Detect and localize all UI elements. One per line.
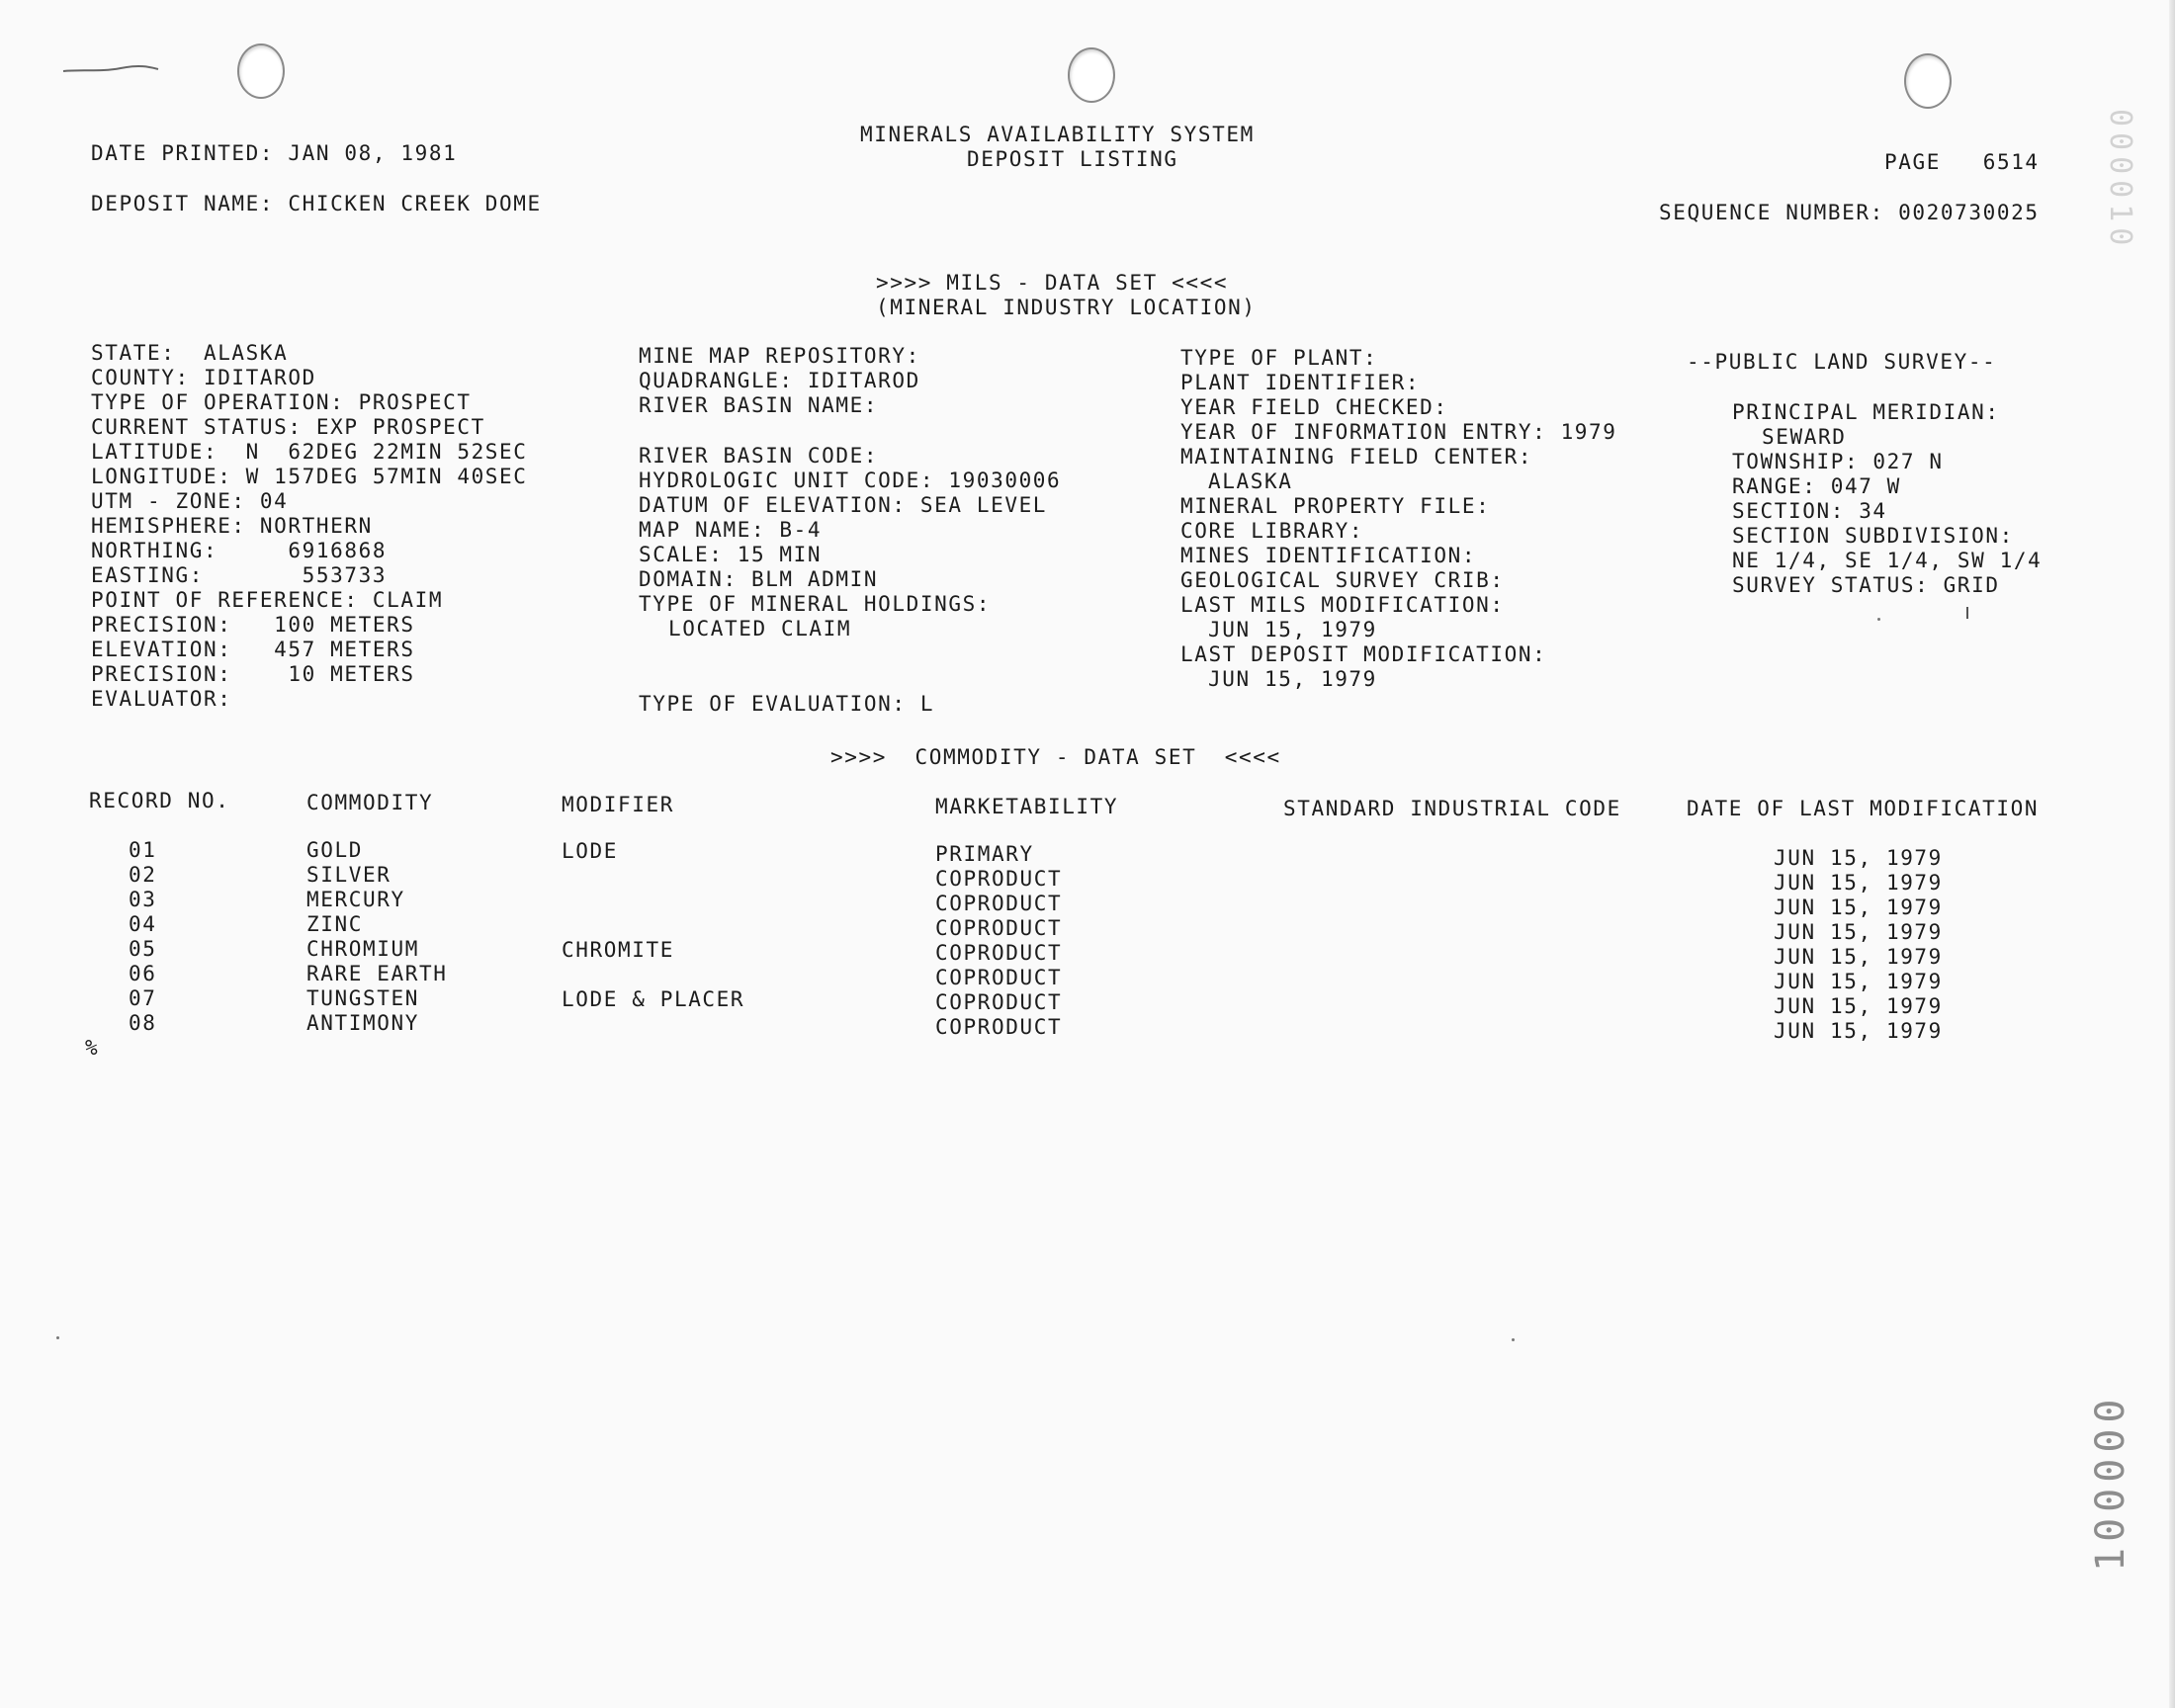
field-river-basin-code: RIVER BASIN CODE: — [639, 444, 879, 468]
modifier-cell: CHROMITE — [562, 938, 674, 962]
marketability-cell: COPRODUCT — [935, 1015, 1063, 1039]
side-stamp-number: 100000 — [2088, 1393, 2133, 1572]
date-cell: JUN 15, 1979 — [1774, 871, 1943, 895]
marketability-cell: PRIMARY — [935, 842, 1034, 866]
field-state: STATE: ALASKA — [91, 341, 289, 365]
field-quadrangle: QUADRANGLE: IDITAROD — [639, 369, 920, 392]
field-type-of-mineral-holdings: TYPE OF MINERAL HOLDINGS: — [639, 592, 992, 616]
punch-hole-right — [1904, 53, 1952, 109]
field-datum-of-elevation: DATUM OF ELEVATION: SEA LEVEL — [639, 493, 1048, 517]
field-elevation: ELEVATION: 457 METERS — [91, 638, 415, 661]
public-land-survey-title: --PUBLIC LAND SURVEY-- — [1687, 350, 1997, 374]
field-year-of-information-entry: YEAR OF INFORMATION ENTRY: 1979 — [1180, 420, 1617, 444]
field-longitude: LONGITUDE: W 157DEG 57MIN 40SEC — [91, 465, 528, 488]
date-cell: JUN 15, 1979 — [1774, 1019, 1943, 1043]
side-stamp-faint: 000010 — [2103, 109, 2137, 252]
field-mines-identification: MINES IDENTIFICATION: — [1180, 544, 1477, 567]
field-principal-meridian: PRINCIPAL MERIDIAN: — [1732, 400, 2000, 424]
field-core-library: CORE LIBRARY: — [1180, 519, 1364, 543]
marketability-cell: COPRODUCT — [935, 892, 1063, 915]
field-county: COUNTY: IDITAROD — [91, 366, 316, 389]
field-northing: NORTHING: 6916868 — [91, 539, 388, 562]
system-title: MINERALS AVAILABILITY SYSTEM — [860, 123, 1255, 146]
field-elevation-precision: PRECISION: 10 METERS — [91, 662, 415, 686]
field-river-basin-name: RIVER BASIN NAME: — [639, 393, 879, 417]
date-cell: JUN 15, 1979 — [1774, 846, 1943, 870]
field-section-subdivision: SECTION SUBDIVISION: — [1732, 524, 2014, 548]
column-header-commodity: COMMODITY — [306, 791, 434, 814]
field-hydrologic-unit-code: HYDROLOGIC UNIT CODE: 19030006 — [639, 469, 1062, 492]
field-map-name: MAP NAME: B-4 — [639, 518, 823, 542]
column-header-marketability: MARKETABILITY — [935, 795, 1119, 818]
date-cell: JUN 15, 1979 — [1774, 896, 1943, 919]
column-header-modifier: MODIFIER — [562, 793, 674, 816]
commodity-cell: ANTIMONY — [306, 1011, 419, 1035]
field-type-of-plant: TYPE OF PLANT: — [1180, 346, 1378, 370]
commodity-title: >>>> COMMODITY - DATA SET <<<< — [830, 745, 1281, 769]
page-number: PAGE 6514 — [1884, 150, 2040, 174]
field-hemisphere: HEMISPHERE: NORTHERN — [91, 514, 373, 538]
record-no-cell: 03 — [129, 888, 157, 911]
date-cell: JUN 15, 1979 — [1774, 970, 1943, 993]
field-plant-identifier: PLANT IDENTIFIER: — [1180, 371, 1421, 394]
date-printed: DATE PRINTED: JAN 08, 1981 — [91, 141, 458, 165]
stray-dot — [1512, 1338, 1515, 1341]
date-cell: JUN 15, 1979 — [1774, 920, 1943, 944]
commodity-cell: MERCURY — [306, 888, 405, 911]
field-subdivision-value: NE 1/4, SE 1/4, SW 1/4 — [1732, 549, 2043, 572]
date-cell: JUN 15, 1979 — [1774, 994, 1943, 1018]
record-no-cell: 02 — [129, 863, 157, 887]
field-precision: PRECISION: 100 METERS — [91, 613, 415, 637]
field-year-field-checked: YEAR FIELD CHECKED: — [1180, 395, 1448, 419]
field-section: SECTION: 34 — [1732, 499, 1887, 523]
field-type-of-evaluation: TYPE OF EVALUATION: L — [639, 692, 935, 716]
field-last-deposit-modification-value: JUN 15, 1979 — [1208, 667, 1377, 691]
stray-dot — [56, 1336, 59, 1339]
field-survey-status: SURVEY STATUS: GRID — [1732, 573, 2000, 597]
record-no-cell: 08 — [129, 1011, 157, 1035]
commodity-cell: CHROMIUM — [306, 937, 419, 961]
sequence-number: SEQUENCE NUMBER: 0020730025 — [1659, 201, 2040, 224]
field-range: RANGE: 047 W — [1732, 474, 1901, 498]
stray-mark — [1966, 607, 1968, 619]
end-of-record-mark: % — [85, 1036, 100, 1060]
commodity-cell: RARE EARTH — [306, 962, 448, 985]
commodity-cell: SILVER — [306, 863, 392, 887]
modifier-cell: LODE — [562, 839, 618, 863]
field-evaluator: EVALUATOR: — [91, 687, 232, 711]
field-last-mils-modification: LAST MILS MODIFICATION: — [1180, 593, 1505, 617]
field-maintaining-field-center: MAINTAINING FIELD CENTER: — [1180, 445, 1533, 469]
field-latitude: LATITUDE: N 62DEG 22MIN 52SEC — [91, 440, 528, 464]
marketability-cell: COPRODUCT — [935, 867, 1063, 891]
column-header-record-no: RECORD NO. — [89, 789, 230, 812]
mils-subtitle: (MINERAL INDUSTRY LOCATION) — [876, 296, 1257, 319]
field-easting: EASTING: 553733 — [91, 563, 388, 587]
field-field-center-value: ALASKA — [1208, 470, 1293, 493]
marketability-cell: COPRODUCT — [935, 966, 1063, 989]
field-utm-zone: UTM - ZONE: 04 — [91, 489, 289, 513]
field-mine-map-repository: MINE MAP REPOSITORY: — [639, 344, 920, 368]
stray-dot — [1877, 618, 1880, 621]
field-last-mils-modification-value: JUN 15, 1979 — [1208, 618, 1377, 641]
marketability-cell: COPRODUCT — [935, 941, 1063, 965]
marketability-cell: COPRODUCT — [935, 916, 1063, 940]
column-header-date-of-last-modification: DATE OF LAST MODIFICATION — [1687, 797, 2040, 820]
pen-mark — [61, 63, 160, 75]
record-no-cell: 07 — [129, 986, 157, 1010]
punch-hole-left — [237, 43, 285, 99]
field-domain: DOMAIN: BLM ADMIN — [639, 567, 879, 591]
record-no-cell: 06 — [129, 962, 157, 985]
column-header-standard-industrial-code: STANDARD INDUSTRIAL CODE — [1283, 797, 1621, 820]
record-no-cell: 01 — [129, 838, 157, 862]
commodity-cell: GOLD — [306, 838, 363, 862]
field-last-deposit-modification: LAST DEPOSIT MODIFICATION: — [1180, 642, 1547, 666]
mils-title: >>>> MILS - DATA SET <<<< — [876, 271, 1229, 295]
record-no-cell: 04 — [129, 912, 157, 936]
field-current-status: CURRENT STATUS: EXP PROSPECT — [91, 415, 485, 439]
deposit-name: DEPOSIT NAME: CHICKEN CREEK DOME — [91, 192, 542, 215]
field-holdings-value: LOCATED CLAIM — [668, 617, 852, 640]
marketability-cell: COPRODUCT — [935, 990, 1063, 1014]
listing-title: DEPOSIT LISTING — [967, 147, 1178, 171]
record-no-cell: 05 — [129, 937, 157, 961]
field-point-of-reference: POINT OF REFERENCE: CLAIM — [91, 588, 444, 612]
punch-hole-center — [1068, 47, 1115, 103]
field-mineral-property-file: MINERAL PROPERTY FILE: — [1180, 494, 1491, 518]
commodity-cell: ZINC — [306, 912, 363, 936]
field-meridian-value: SEWARD — [1762, 425, 1847, 449]
page-edge — [2169, 0, 2175, 1708]
commodity-cell: TUNGSTEN — [306, 986, 419, 1010]
field-geological-survey-crib: GEOLOGICAL SURVEY CRIB: — [1180, 568, 1505, 592]
date-cell: JUN 15, 1979 — [1774, 945, 1943, 969]
modifier-cell: LODE & PLACER — [562, 987, 745, 1011]
field-type-of-operation: TYPE OF OPERATION: PROSPECT — [91, 390, 472, 414]
field-township: TOWNSHIP: 027 N — [1732, 450, 1944, 473]
field-scale: SCALE: 15 MIN — [639, 543, 823, 566]
